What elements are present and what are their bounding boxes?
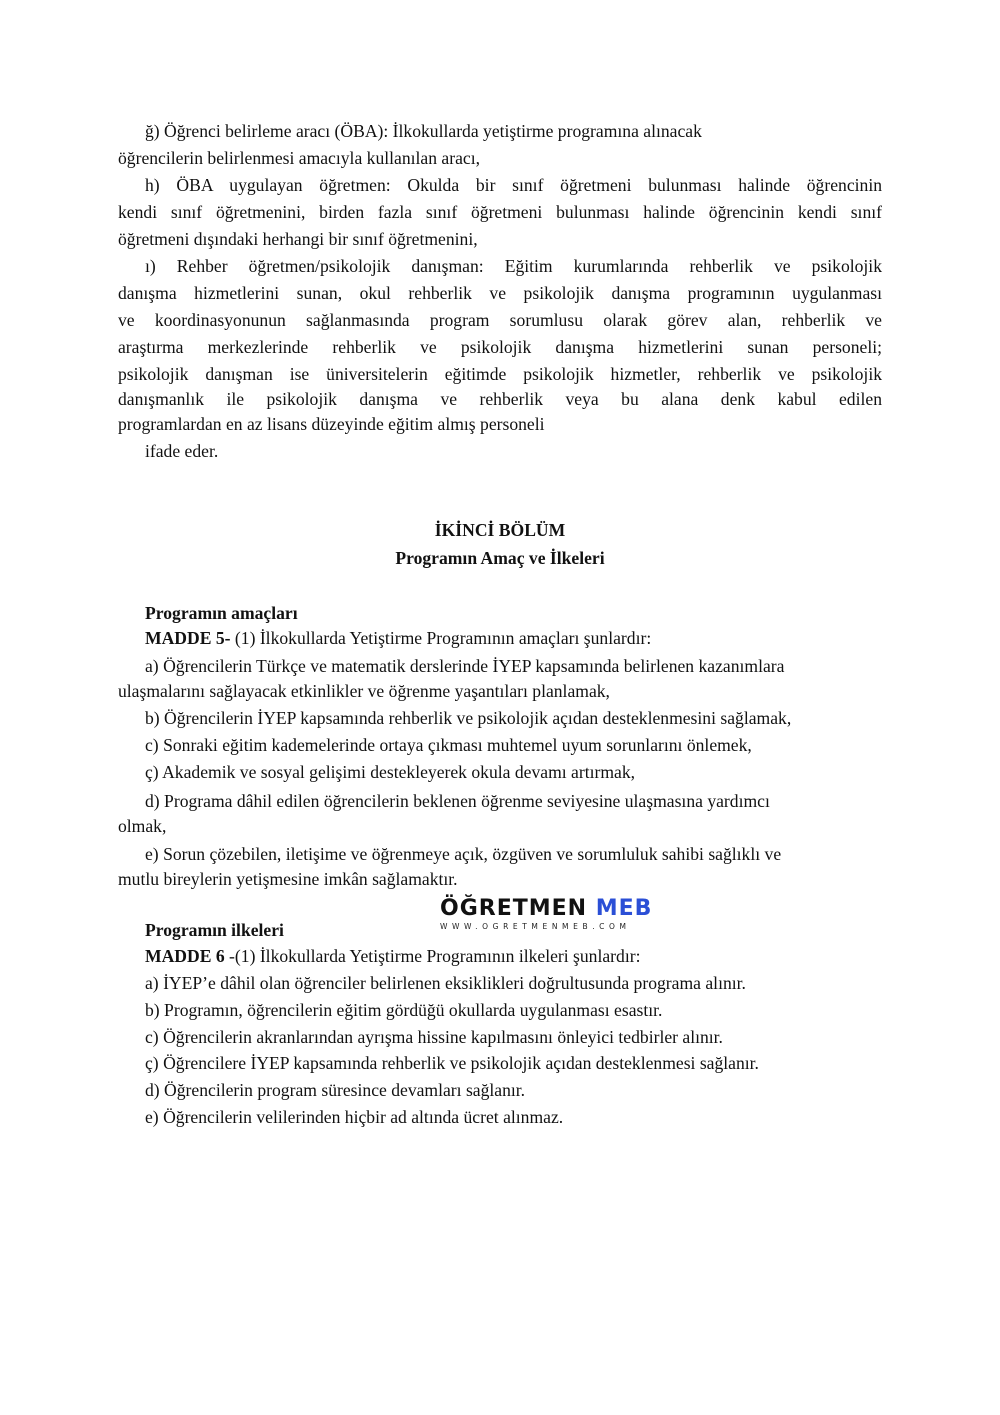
definition-h-line-1: h) ÖBA uygulayan öğretmen: Okulda bir sınıf öğretmeni bulunması halinde öğrencinin [145,175,882,195]
article-6-item-a: a) İYEP’e dâhil olan öğrenciler belirlenen eksiklikleri doğrultusunda programa alınır. [145,973,746,993]
article-6-label: MADDE 6 [145,946,225,966]
article-5-item-cc: ç) Akademik ve sosyal gelişimi destekleyerek okula devamı artırmak, [145,762,636,782]
definitions-closing: ifade eder. [145,441,219,461]
watermark-url: WWW.OGRETMENMEB.COM [440,922,631,931]
section-subtitle: Programın Amaç ve İlkeleri [395,548,605,568]
definition-i-line-6: danışmanlık ile psikolojik danışma ve rehberlik veya bu alana denk kabul edilen [118,389,882,409]
watermark-word-meb: MEB [595,896,653,921]
definition-i-line-3: ve koordinasyonunun sağlanmasında program sorumlusu olarak görev alan, rehberlik ve [118,310,882,330]
article-5-heading: Programın amaçları [145,603,298,623]
article-5-intro [145,625,909,651]
definition-h-line-2: kendi sınıf öğretmenini, birden fazla sınıf öğretmeni bulunması halinde öğrencinin kendi sınıf [118,202,882,222]
section-title: İKİNCİ BÖLÜM [434,520,566,540]
definition-g-line-1: ğ) Öğrenci belirleme aracı (ÖBA): İlkokullarda yetiştirme programına alınacak [145,121,702,141]
article-5-item-d-line-2: olmak, [118,816,167,836]
definition-g-line-2: öğrencilerin belirlenmesi amacıyla kullanılan aracı, [118,148,480,168]
definition-i-line-4: araştırma merkezlerinde rehberlik ve psikolojik danışma hizmetlerini sunan personeli; [118,337,882,357]
definition-i-line-1: ı) Rehber öğretmen/psikolojik danışman: Eğitim kurumlarında rehberlik ve psikolojik [145,256,882,276]
article-5-item-c: c) Sonraki eğitim kademelerinde ortaya çıkması muhtemel uyum sorunlarını önlemek, [145,735,752,755]
article-5-text: (1) İlkokullarda Yetiştirme Programının amaçları şunlardır: [230,628,652,648]
article-6-heading: Programın ilkeleri [145,920,284,940]
article-6-intro [145,943,909,969]
watermark-word-ogretmen: ÖĞRETMEN [440,896,588,921]
article-5-item-e-line-1: e) Sorun çözebilen, iletişime ve öğrenmeye açık, özgüven ve sorumluluk sahibi sağlıklı ve [145,844,782,864]
article-5-item-a-line-1: a) Öğrencilerin Türkçe ve matematik derslerinde İYEP kapsamında belirlenen kazanımlara [145,656,785,676]
definition-i-line-7: programlardan en az lisans düzeyinde eğitim almış personeli [118,414,545,434]
article-5-label: MADDE 5- [145,628,231,648]
article-5-item-a-line-2: ulaşmalarını sağlayacak etkinlikler ve öğrenme yaşantıları planlamak, [118,681,610,701]
definition-h-line-3: öğretmeni dışındaki herhangi bir sınıf öğretmenini, [118,229,478,249]
article-6-text: -(1) İlkokullarda Yetiştirme Programının ilkeleri şunlardır: [224,946,641,966]
definition-i-line-5: psikolojik danışman ise üniversitelerin eğitimde psikolojik hizmetler, rehberlik ve psikolojik [118,364,882,384]
definition-i-line-2: danışma hizmetlerini sunan, okul rehberlik ve psikolojik danışma programının uygulanması [118,283,882,303]
article-6-item-c: c) Öğrencilerin akranlarından ayrışma hissine kapılmasını önleyici tedbirler alınır. [145,1027,723,1047]
article-6-item-d: d) Öğrencilerin program süresince devamları sağlanır. [145,1080,526,1100]
article-5-item-b: b) Öğrencilerin İYEP kapsamında rehberlik ve psikolojik açıdan desteklenmesini sağlamak, [145,708,792,728]
article-5-item-d-line-1: d) Programa dâhil edilen öğrencilerin beklenen öğrenme seviyesine ulaşmasına yardımcı [145,791,770,811]
article-6-item-cc: ç) Öğrencilere İYEP kapsamında rehberlik ve psikolojik açıdan desteklenmesi sağlanır. [145,1053,759,1073]
article-6-item-e: e) Öğrencilerin velilerinden hiçbir ad altında ücret alınmaz. [145,1107,564,1127]
article-6-item-b: b) Programın, öğrencilerin eğitim gördüğü okullarda uygulanması esastır. [145,1000,663,1020]
article-5-item-e-line-2: mutlu bireylerin yetişmesine imkân sağlamaktır. [118,869,458,889]
